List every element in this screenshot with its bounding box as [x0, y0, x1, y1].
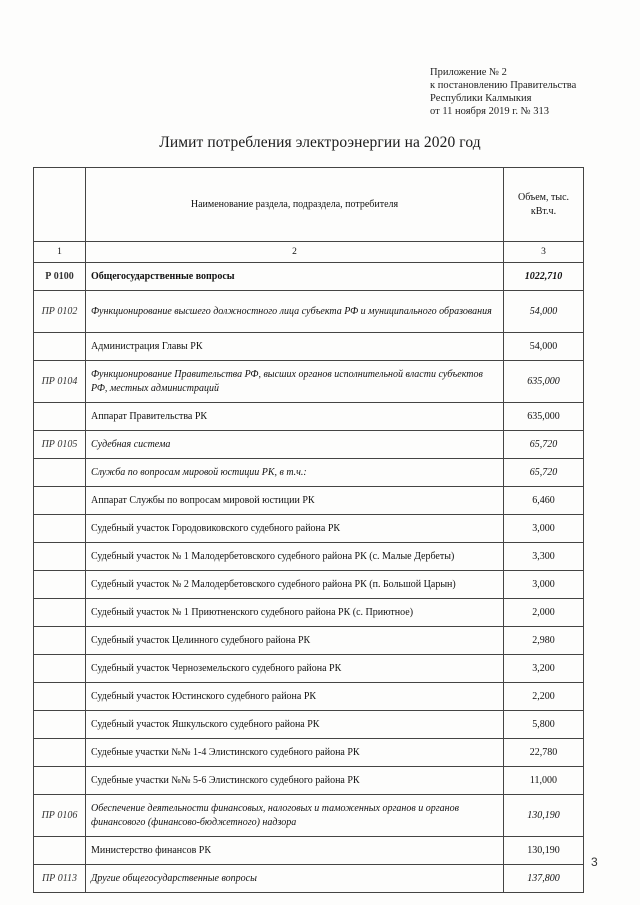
row-value: 3,000 — [504, 515, 584, 543]
row-value: 3,000 — [504, 571, 584, 599]
row-name: Министерство финансов РК — [86, 837, 504, 865]
row-name: Судебный участок Целинного судебного района РК — [86, 627, 504, 655]
document-title: Лимит потребления электроэнергии на 2020 год — [159, 134, 481, 151]
row-value: 635,000 — [504, 403, 584, 431]
row-name: Судебный участок № 2 Малодербетовского судебного района РК (п. Большой Царын) — [86, 571, 504, 599]
header-volume-line: Объем, тыс. — [517, 191, 570, 203]
row-value: 2,200 — [504, 683, 584, 711]
row-value: 65,720 — [504, 431, 584, 459]
appendix-line: от 11 ноября 2019 г. № 313 — [430, 106, 549, 117]
table-row — [34, 795, 584, 837]
row-code — [34, 739, 86, 767]
column-number: 3 — [504, 242, 584, 263]
row-value: 54,000 — [504, 333, 584, 361]
row-code: ПР 0104 — [34, 361, 86, 403]
table-row — [34, 515, 584, 543]
row-name: Судебный участок Юстинского судебного района РК — [86, 683, 504, 711]
table-row — [34, 431, 584, 459]
table-row — [34, 571, 584, 599]
row-code: ПР 0105 — [34, 431, 86, 459]
row-code — [34, 571, 86, 599]
column-number: 2 — [86, 242, 504, 263]
row-value: 22,780 — [504, 739, 584, 767]
row-name: Аппарат Правительства РК — [86, 403, 504, 431]
row-name: Служба по вопросам мировой юстиции РК, в т.ч.: — [86, 459, 504, 487]
row-value: 6,460 — [504, 487, 584, 515]
appendix-note — [430, 66, 576, 118]
table-row — [34, 739, 584, 767]
row-name: Судебный участок № 1 Приютненского судебного района РК (с. Приютное) — [86, 599, 504, 627]
row-value: 635,000 — [504, 361, 584, 403]
row-code — [34, 627, 86, 655]
row-value: 137,800 — [504, 865, 584, 893]
table-row — [34, 459, 584, 487]
row-code — [34, 333, 86, 361]
row-code: ПР 0106 — [34, 795, 86, 837]
table-row — [34, 865, 584, 893]
appendix-line: к постановлению Правительства — [430, 80, 577, 91]
row-name: Судебная система — [86, 431, 504, 459]
row-name: Функционирование Правительства РФ, высших органов исполнительной власти субъектов РФ, местных администраций — [86, 361, 504, 403]
table-row — [34, 767, 584, 795]
row-code — [34, 837, 86, 865]
column-number: 1 — [34, 242, 86, 263]
table-row — [34, 291, 584, 333]
row-name: Обеспечение деятельности финансовых, налоговых и таможенных органов и органов финансового (финансово-бюджетного) надзора — [86, 795, 504, 837]
row-name: Судебный участок № 1 Малодербетовского судебного района РК (с. Малые Дербеты) — [86, 543, 504, 571]
row-code — [34, 403, 86, 431]
table-row — [34, 599, 584, 627]
row-name: Судебный участок Городовиковского судебного района РК — [86, 515, 504, 543]
row-value: 3,200 — [504, 655, 584, 683]
row-value: 1022,710 — [504, 263, 584, 291]
row-code — [34, 487, 86, 515]
row-value: 3,300 — [504, 543, 584, 571]
row-code — [34, 711, 86, 739]
table-row — [34, 543, 584, 571]
row-value: 130,190 — [504, 837, 584, 865]
table-row — [34, 403, 584, 431]
row-code: ПР 0113 — [34, 865, 86, 893]
row-name: Судебные участки №№ 5-6 Элистинского судебного района РК — [86, 767, 504, 795]
row-value: 54,000 — [504, 291, 584, 333]
table-row — [34, 837, 584, 865]
row-code — [34, 459, 86, 487]
row-code: ПР 0102 — [34, 291, 86, 333]
row-name: Аппарат Службы по вопросам мировой юстиции РК — [86, 487, 504, 515]
table-row — [34, 655, 584, 683]
appendix-line: Республики Калмыкия — [430, 93, 532, 104]
row-code — [34, 599, 86, 627]
header-code-cell — [34, 168, 86, 242]
table-row — [34, 487, 584, 515]
table-row — [34, 263, 584, 291]
column-numbering-row — [34, 242, 584, 263]
row-name: Общегосударственные вопросы — [86, 263, 504, 291]
table-row — [34, 361, 584, 403]
row-value: 2,980 — [504, 627, 584, 655]
row-code — [34, 767, 86, 795]
row-code — [34, 515, 86, 543]
row-code — [34, 655, 86, 683]
table-row — [34, 711, 584, 739]
row-code — [34, 543, 86, 571]
limits-table — [33, 167, 584, 893]
row-value: 65,720 — [504, 459, 584, 487]
appendix-line: Приложение № 2 — [430, 67, 507, 78]
table-row — [34, 683, 584, 711]
row-value: 2,000 — [504, 599, 584, 627]
table-row — [34, 333, 584, 361]
row-name: Функционирование высшего должностного лица субъекта РФ и муниципального образования — [86, 291, 504, 333]
header-name-cell: Наименование раздела, подраздела, потребителя — [86, 168, 504, 242]
header-volume-line: кВт.ч. — [530, 205, 557, 217]
row-value: 5,800 — [504, 711, 584, 739]
row-name: Администрация Главы РК — [86, 333, 504, 361]
row-value: 11,000 — [504, 767, 584, 795]
row-code — [34, 683, 86, 711]
page-number: 3 — [591, 855, 598, 869]
table-header-row — [34, 168, 584, 242]
row-name: Судебные участки №№ 1-4 Элистинского судебного района РК — [86, 739, 504, 767]
row-value: 130,190 — [504, 795, 584, 837]
header-volume-cell — [504, 168, 584, 242]
row-name: Другие общегосударственные вопросы — [86, 865, 504, 893]
table-row — [34, 627, 584, 655]
row-name: Судебный участок Черноземельского судебного района РК — [86, 655, 504, 683]
row-name: Судебный участок Яшкульского судебного района РК — [86, 711, 504, 739]
row-code: Р 0100 — [34, 263, 86, 291]
